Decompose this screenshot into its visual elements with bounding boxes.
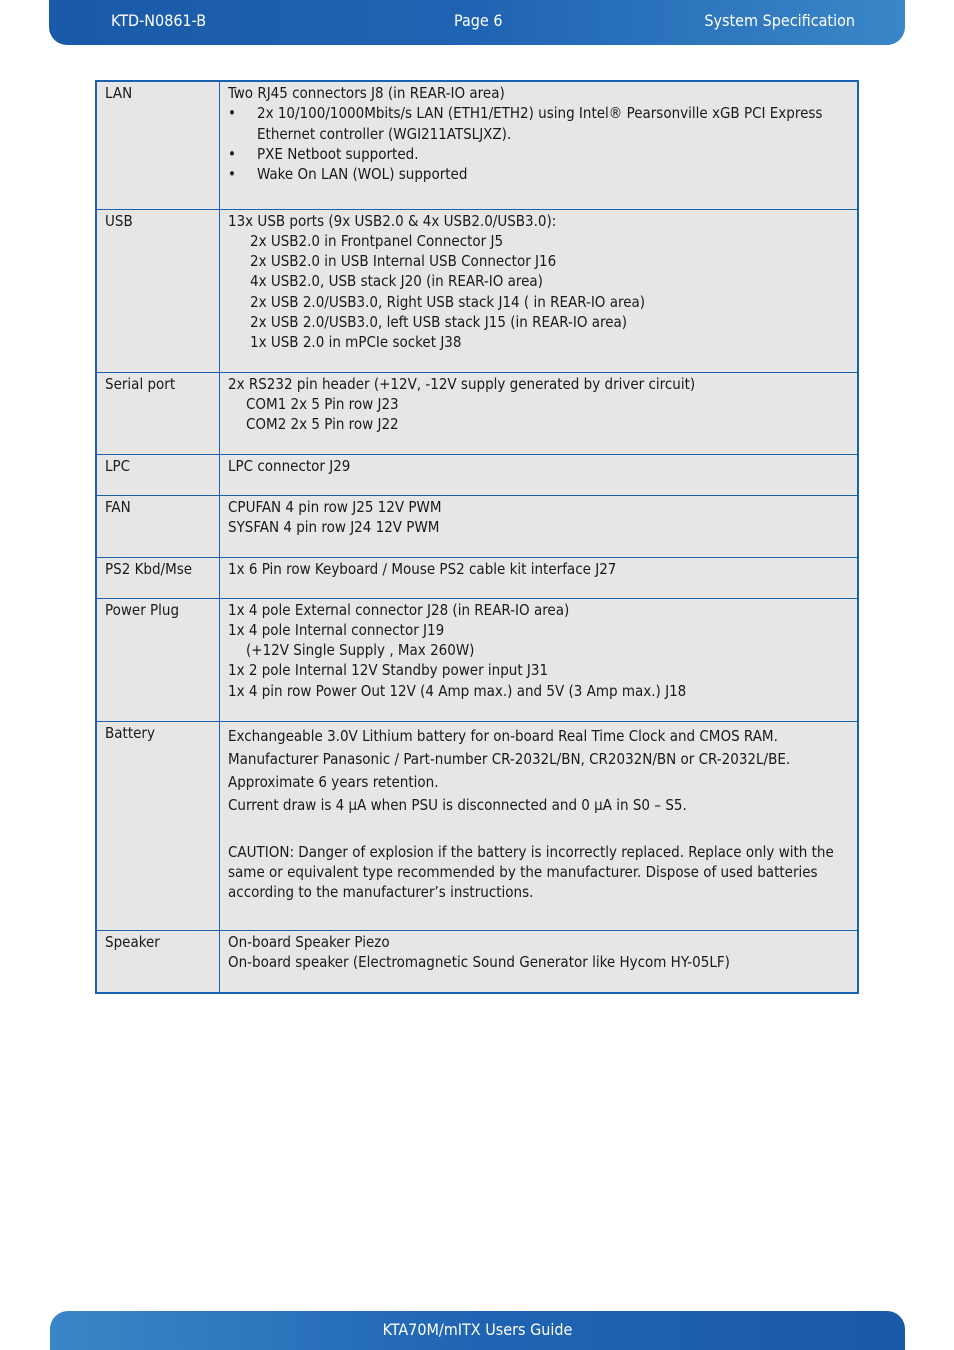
row-content [220, 81, 859, 209]
bullet-icon: • [228, 104, 236, 123]
row-content: 1x 6 Pin row Keyboard / Mouse PS2 cable kit interface J27 [220, 557, 859, 598]
row-label: Battery [96, 721, 220, 930]
table-row-usb [96, 209, 858, 372]
table-row-ps2 [96, 557, 858, 598]
bullet-icon: • [228, 144, 236, 163]
page-number: Page 6 [454, 11, 503, 30]
document-id: KTD-N0861-B [111, 11, 207, 30]
list-item: • PXE Netboot supported. [228, 144, 419, 163]
row-content: LPC connector J29 [220, 454, 859, 495]
page-footer [50, 1311, 905, 1350]
table-row-battery [96, 721, 858, 930]
table-row-lan [96, 81, 858, 209]
row-content: 2x RS232 pin header (+12V, -12V supply generated by driver circuit) COM1 2x 5 Pin row J23 COM2 2x 5 Pin row J22 [220, 372, 859, 454]
row-label: PS2 Kbd/Mse [96, 557, 220, 598]
bullet-icon: • [228, 165, 236, 184]
table-row-lpc [96, 454, 858, 495]
row-label: Speaker [96, 930, 220, 993]
table-row-power-plug [96, 598, 858, 721]
row-label: Power Plug [96, 598, 220, 721]
row-label: LAN [96, 81, 220, 209]
caution-text: CAUTION: Danger of explosion if the battery is incorrectly replaced. Replace only with the same or equivalent type recommended by the manufacturer. Dispose of used batteries according to the manufacturer’s instructions. [228, 842, 834, 902]
row-content: 13x USB ports (9x USB2.0 & 4x USB2.0/USB3.0): 2x USB2.0 in Frontpanel Connector J5 2x USB2.0 in USB Internal USB Connector J16 4x USB2.0, USB stack J20 (in REAR-IO area) 2x USB 2.0/USB3.0, Right USB stack J14 ( in REAR-IO area) 2x USB 2.0/USB3.0, left USB stack J15 (in REAR-IO area) 1x USB 2.0 in mPCIe socket J38 [220, 209, 859, 372]
row-content: Exchangeable 3.0V Lithium battery for on-board Real Time Clock and CMOS RAM. Manufacturer Panasonic / Part-number CR-2032L/BN, CR2032N/BN or CR-2032L/BE. Approximate 6 years retention. Current draw is 4 µA when PSU is disconnected and 0 µA in S0 – S5. CAUTION: Danger of explosion if the battery is incorrectly replaced. Replace only with the same or equivalent type recommended by the manufacturer. Dispose of used batteries according to the manufacturer’s instructions. [220, 721, 859, 930]
row-content: On-board Speaker Piezo On-board speaker (Electromagnetic Sound Generator like Hycom HY-05LF) [220, 930, 859, 993]
page-header [49, 0, 905, 45]
row-content: 1x 4 pole External connector J28 (in REAR-IO area) 1x 4 pole Internal connector J19 (+12V Single Supply , Max 260W) 1x 2 pole Internal 12V Standby power input J31 1x 4 pin row Power Out 12V (4 Amp max.) and 5V (3 Amp max.) J18 [220, 598, 859, 721]
row-label: Serial port [96, 372, 220, 454]
lan-intro: Two RJ45 connectors J8 (in REAR-IO area) [228, 84, 505, 102]
lan-bullet-list [228, 103, 847, 184]
row-label: USB [96, 209, 220, 372]
table-row-serial-port [96, 372, 858, 454]
row-label: FAN [96, 495, 220, 557]
list-item: • 2x 10/100/1000Mbits/s LAN (ETH1/ETH2) using Intel® Pearsonville xGB PCI Express Ethernet controller (WGI211ATSLJXZ). [228, 104, 823, 143]
section-title: System Specification [704, 11, 855, 30]
list-item: • Wake On LAN (WOL) supported [228, 165, 468, 184]
row-label: LPC [96, 454, 220, 495]
specification-table [95, 80, 859, 994]
row-content: CPUFAN 4 pin row J25 12V PWM SYSFAN 4 pin row J24 12V PWM [220, 495, 859, 557]
guide-title: KTA70M/mITX Users Guide [382, 1320, 573, 1339]
table-row-fan [96, 495, 858, 557]
table-row-speaker [96, 930, 858, 993]
